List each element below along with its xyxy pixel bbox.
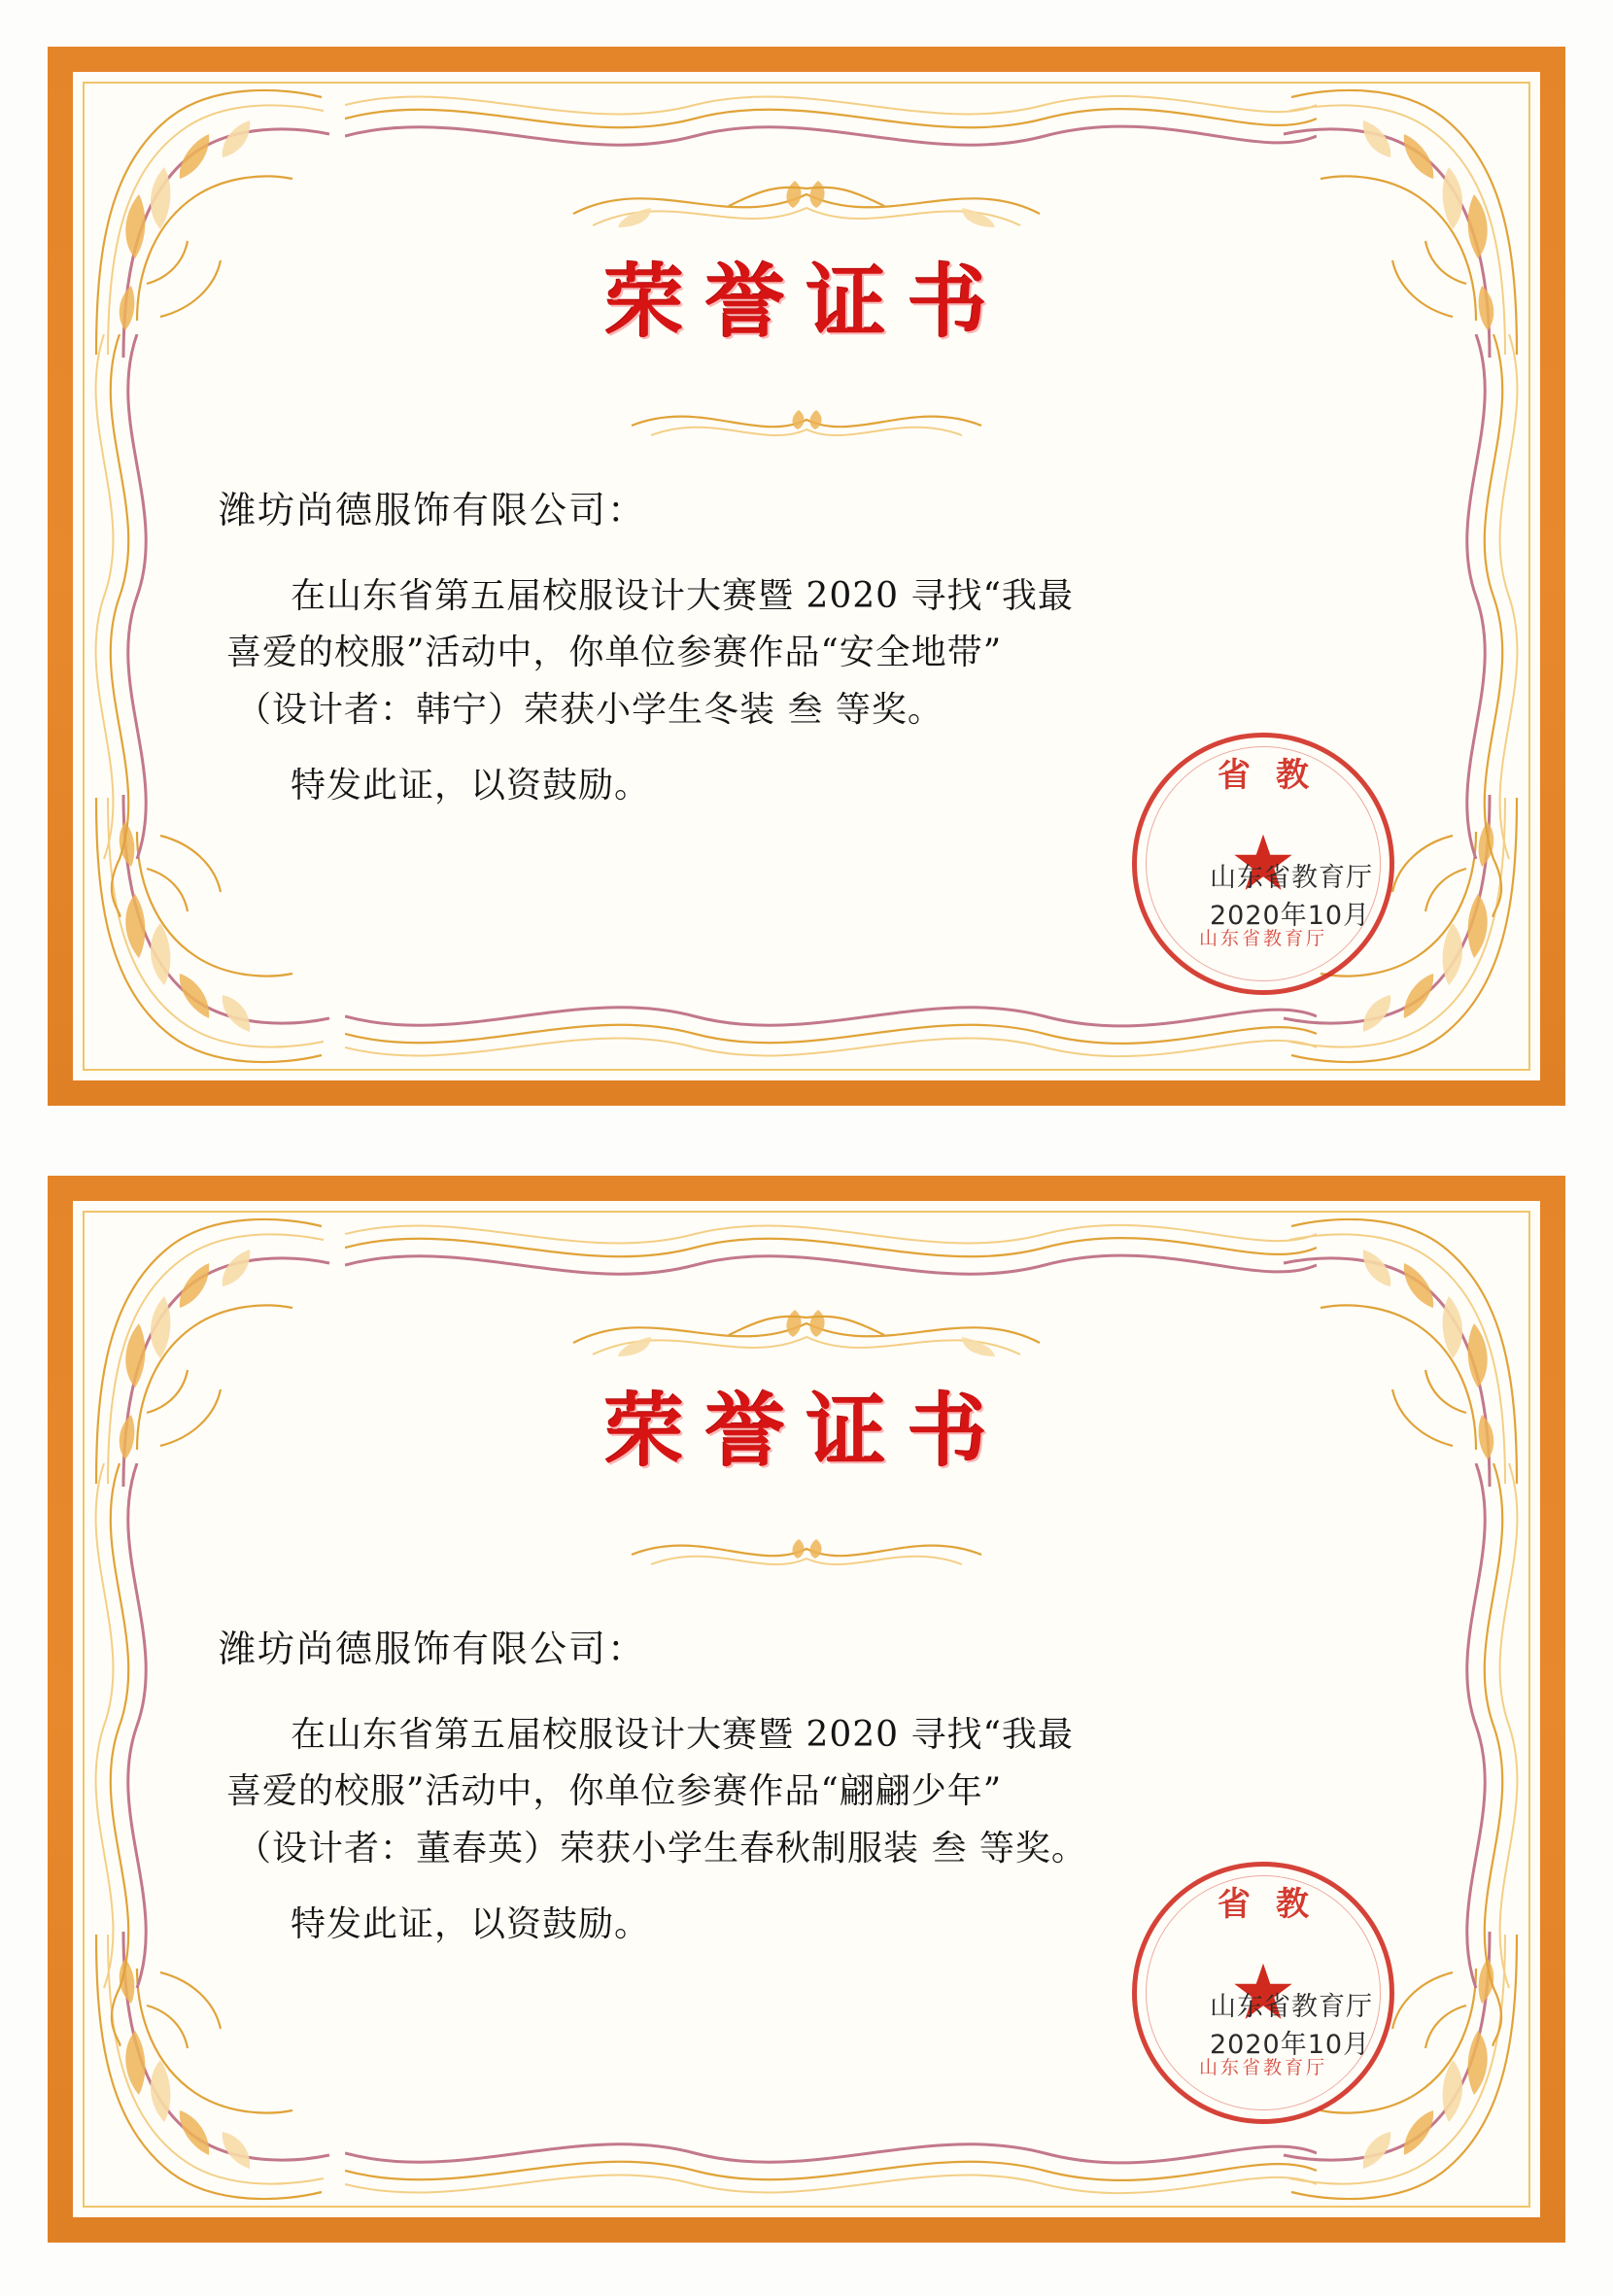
corner-flourish-icon <box>79 783 370 1075</box>
body-line-2: 喜爱的校服”活动中，你单位参赛作品“翩翩少年” <box>226 1771 1003 1812</box>
left-edge-ribbon-icon <box>81 334 168 917</box>
certificate-title: 荣誉证书 <box>603 256 1009 349</box>
recipient-name: 潍坊尚德服饰有限公司： <box>219 1628 647 1670</box>
body-line-3: （设计者：董春英）荣获小学生春秋制服装 叁 等奖。 <box>236 1828 1087 1868</box>
body-line-2: 喜爱的校服”活动中，你单位参赛作品“安全地带” <box>226 633 1003 673</box>
recipient-name: 潍坊尚德服饰有限公司： <box>219 489 647 531</box>
signature-block-1 <box>1210 859 1373 935</box>
issue-date: 2020年10月 <box>1210 2029 1371 2060</box>
seal-arc-text: 省教 <box>1218 756 1334 795</box>
body-line-1: 在山东省第五届校服设计大赛暨 2020 寻找“我最 <box>291 576 1074 616</box>
bottom-edge-ribbon-icon <box>345 985 1317 1073</box>
closing-line: 特发此证，以资鼓励。 <box>291 765 651 805</box>
body-line-3: （设计者：韩宁）荣获小学生冬装 叁 等奖。 <box>236 689 944 730</box>
certificate-inner-2 <box>73 1201 1540 2217</box>
closing-line: 特发此证，以资鼓励。 <box>291 1903 651 1944</box>
title-top-ornament-icon <box>534 155 1079 243</box>
top-edge-ribbon-icon <box>345 80 1317 167</box>
body-line-1: 在山东省第五届校服设计大赛暨 2020 寻找“我最 <box>291 1715 1074 1755</box>
certificate-title: 荣誉证书 <box>603 1385 1009 1478</box>
issuer-name: 山东省教育厅 <box>1210 1991 1373 2022</box>
right-edge-ribbon-icon <box>1445 1463 1532 2046</box>
top-edge-ribbon-icon <box>345 1209 1317 1296</box>
certificate-inner-1 <box>73 72 1540 1080</box>
right-edge-ribbon-icon <box>1445 334 1532 917</box>
bottom-edge-ribbon-icon <box>345 2122 1317 2210</box>
title-bottom-ornament-icon <box>612 393 1001 449</box>
seal-bottom-text: 山东省教育厅 <box>1198 2057 1327 2078</box>
left-edge-ribbon-icon <box>81 1463 168 2046</box>
issue-date: 2020年10月 <box>1210 900 1371 931</box>
seal-bottom-text: 山东省教育厅 <box>1198 928 1327 949</box>
seal-arc-text: 省教 <box>1218 1885 1334 1924</box>
signature-block-2 <box>1210 1988 1373 2064</box>
title-top-ornament-icon <box>534 1285 1079 1372</box>
title-bottom-ornament-icon <box>612 1522 1001 1578</box>
certificate-card-1 <box>48 47 1565 1106</box>
issuer-name: 山东省教育厅 <box>1210 862 1373 893</box>
certificate-card-2 <box>48 1176 1565 2243</box>
corner-flourish-icon <box>79 1920 370 2211</box>
